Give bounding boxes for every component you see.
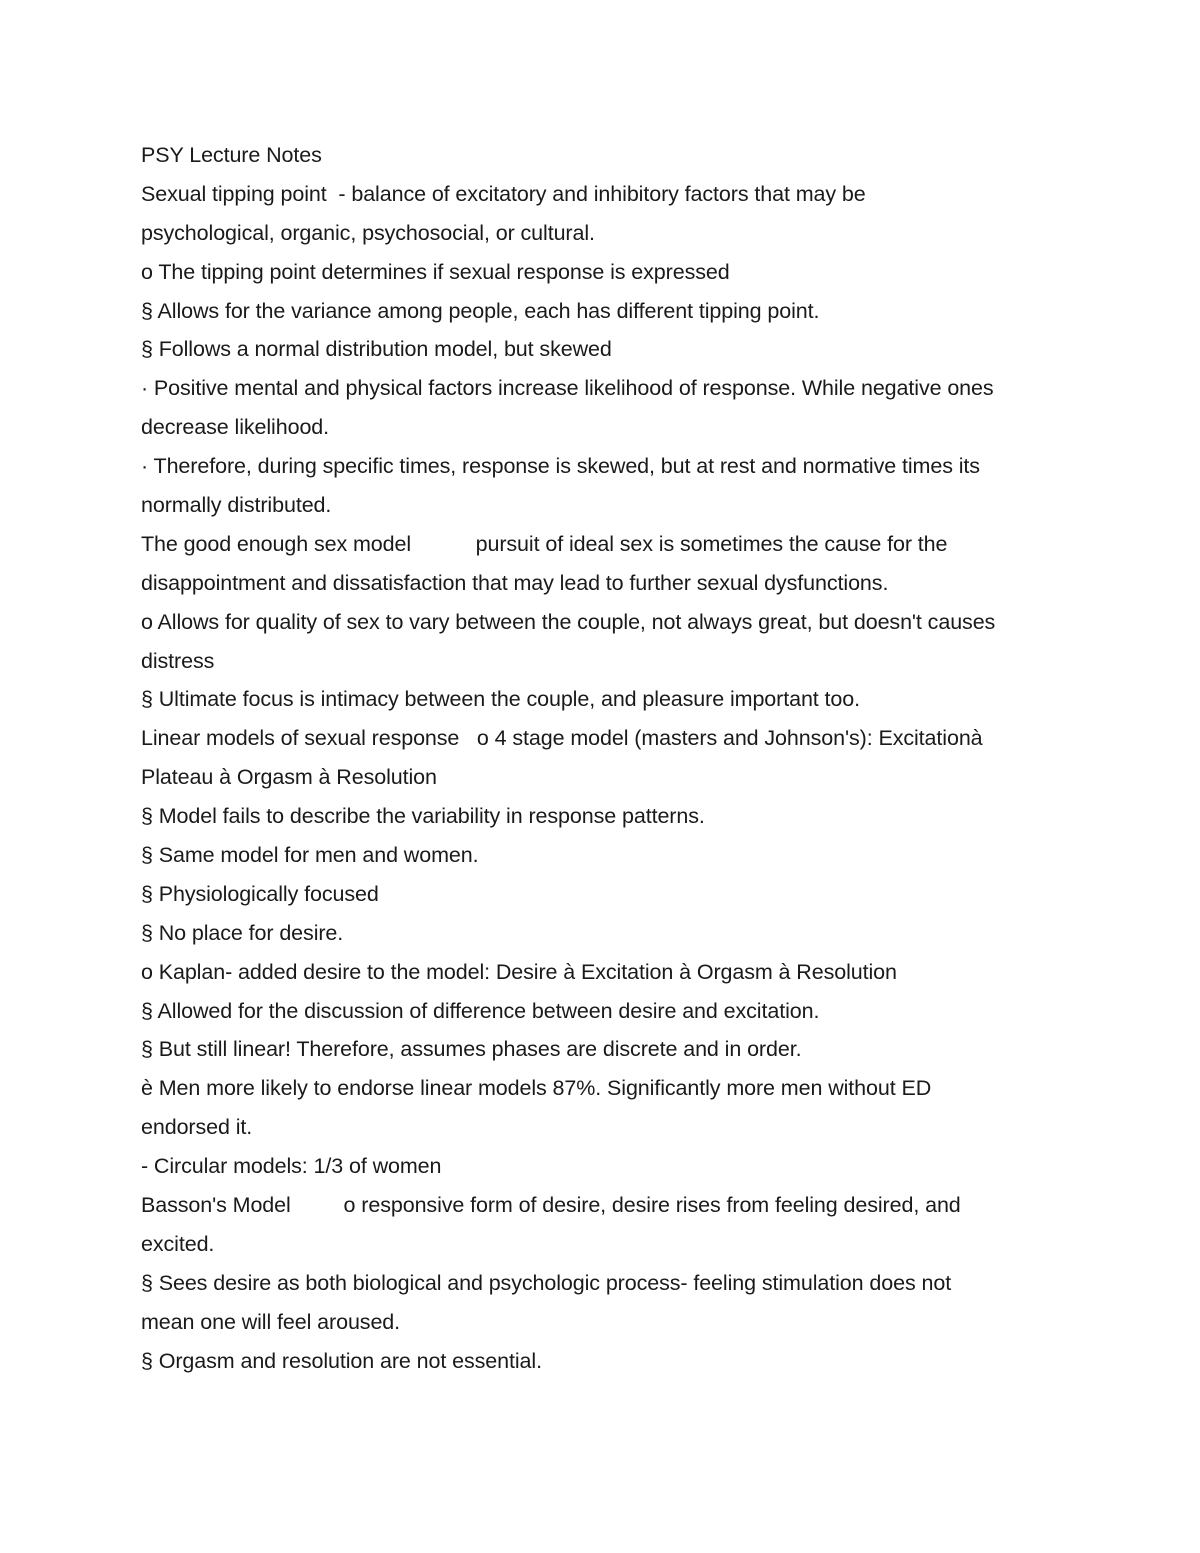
document-title: PSY Lecture Notes [141,143,322,167]
text-line: § Follows a normal distribution model, but skewed [141,337,612,362]
text-line: endorsed it. [141,1115,253,1140]
text-line: · Positive mental and physical factors increase likelihood of response. While negative ones [141,376,994,401]
text-line: § Model fails to describe the variability in response patterns. [141,804,705,829]
text-line: § Sees desire as both biological and psychologic process- feeling stimulation does not [141,1270,952,1295]
text-line: o Kaplan- added desire to the model: Desire à Excitation à Orgasm à Resolution [141,959,897,984]
text-line: · Therefore, during specific times, response is skewed, but at rest and normative times its [141,454,980,479]
text-line: The good enough sex model pursuit of ideal sex is sometimes the cause for the [141,531,948,556]
text-line: § Physiologically focused [141,881,379,906]
text-line: disappointment and dissatisfaction that may lead to further sexual dysfunctions. [141,570,889,595]
text-line: Sexual tipping point - balance of excitatory and inhibitory factors that may be [141,181,866,206]
text-line: normally distributed. [141,493,332,518]
text-line: o Allows for quality of sex to vary between the couple, not always great, but doesn't causes [141,609,996,634]
text-line: § Same model for men and women. [141,843,479,868]
text-line: § Ultimate focus is intimacy between the couple, and pleasure important too. [141,687,861,712]
text-line: o The tipping point determines if sexual response is expressed [141,259,730,284]
text-line: psychological, organic, psychosocial, or cultural. [141,220,595,245]
text-line: § But still linear! Therefore, assumes phases are discrete and in order. [141,1037,802,1062]
text-line: Plateau à Orgasm à Resolution [141,765,437,790]
text-line: mean one will feel aroused. [141,1309,401,1334]
text-line: decrease likelihood. [141,415,330,440]
text-line: - Circular models: 1/3 of women [141,1154,442,1179]
text-line: § No place for desire. [141,920,344,945]
text-line: § Allowed for the discussion of difference between desire and excitation. [141,998,820,1023]
text-line: excited. [141,1231,215,1256]
text-line: Linear models of sexual response o 4 stage model (masters and Johnson's): Excitationà [141,726,983,751]
text-line: Basson's Model o responsive form of desire, desire rises from feeling desired, and [141,1193,961,1218]
document-body [141,136,1071,1381]
text-line: è Men more likely to endorse linear models 87%. Significantly more men without ED [141,1076,932,1101]
text-line: § Allows for the variance among people, each has different tipping point. [141,298,820,323]
text-line: distress [141,648,215,673]
text-line: § Orgasm and resolution are not essential. [141,1348,542,1373]
